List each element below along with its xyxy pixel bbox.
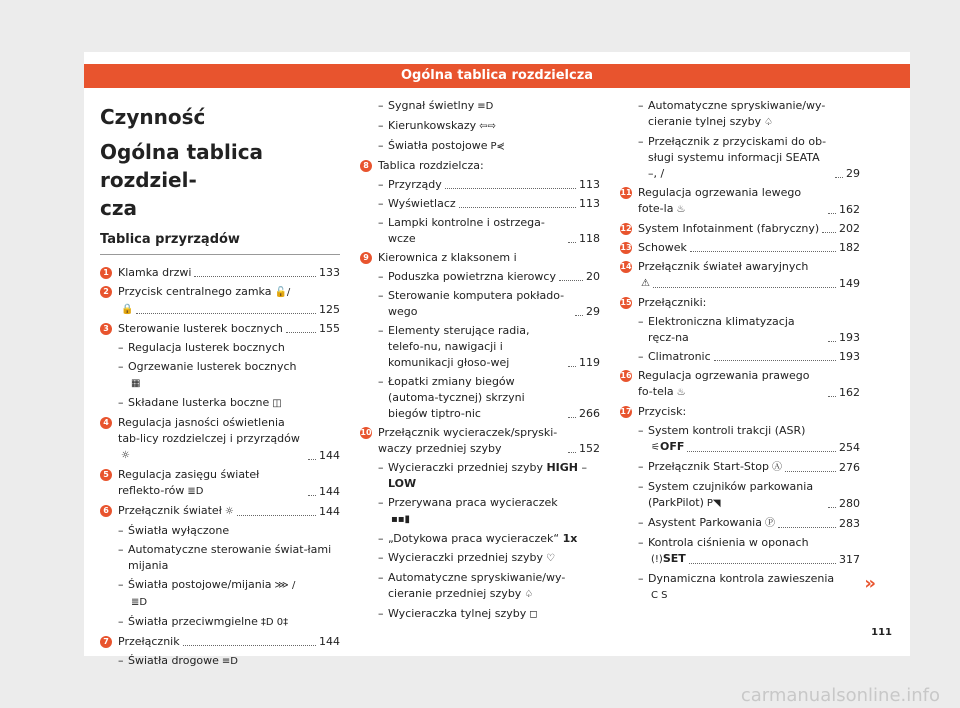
tyre-pressure-icon: (!) [651, 554, 663, 565]
sub-item: – Przerywana praca wycieraczek ▪▪▮ [360, 495, 600, 528]
hazard-icon: ⚠ [641, 278, 650, 289]
page-ref[interactable]: 125 [319, 303, 340, 316]
item-number: 4 [100, 417, 112, 429]
page-ref[interactable]: 113 [579, 197, 600, 210]
list-item: 15 Przełączniki: [620, 296, 707, 309]
sub-item: – Światła drogowe ≡D [100, 653, 340, 670]
list-item: 2 Przycisk centralnego zamka 🔓/ 🔒 125 [100, 284, 340, 318]
page-ref[interactable]: 119 [579, 356, 600, 369]
page-ref[interactable]: 20 [586, 270, 600, 283]
page-ref[interactable]: 280 [839, 497, 860, 510]
list-item: 4 Regulacja jasności oświetlenia tab-licy rozdzielczej i przyrządów☼ 144 [100, 415, 340, 464]
headlight-range-icon: ≣D [187, 486, 204, 497]
start-stop-icon: Ⓐ [771, 462, 782, 473]
page-ref[interactable]: 118 [579, 232, 600, 245]
parking-light-icon: ⋙ / [274, 580, 296, 591]
page-ref[interactable]: 202 [839, 222, 860, 235]
light-switch-icon: ☼ [224, 506, 234, 517]
sub-item: – Przyrządy 113 [378, 178, 600, 191]
page-ref[interactable]: 29 [846, 167, 860, 180]
sub-item: – Poduszka powietrzna kierowcy 20 [378, 270, 600, 283]
item-number: 8 [360, 160, 372, 172]
item-number: 3 [100, 323, 112, 335]
sub-item: – System kontroli trakcji (ASR) ⚟OFF 254 [638, 424, 860, 454]
park-assist-icon: Ⓟ [764, 518, 775, 529]
sub-item: – „Dotykowa praca wycieraczek“ 1x [378, 532, 578, 545]
item-number: 13 [620, 243, 632, 252]
item-number: 15 [620, 298, 632, 307]
dcc-icon: C S [651, 590, 668, 601]
page-ref[interactable]: 152 [579, 442, 600, 455]
seat-heat-icon: ♨ [676, 387, 686, 398]
sub-item: – System czujników parkowania (ParkPilot) P◥ 280 [638, 480, 860, 510]
fog-light-icon: ‡D 0‡ [260, 617, 289, 628]
lock-icon: 🔒 [121, 304, 134, 315]
page-ref[interactable]: 162 [839, 386, 860, 399]
page-ref[interactable]: 144 [319, 635, 340, 648]
list-item: 13 Schowek 182 [620, 241, 860, 254]
item-number: 2 [100, 286, 112, 298]
page-ref[interactable]: 283 [839, 517, 860, 530]
1x-label: 1x [562, 532, 578, 545]
sub-item: – Climatronic 193 [638, 350, 860, 363]
subsection-title: Tablica przyrządów [100, 230, 340, 255]
list-item: 3 Sterowanie lusterek bocznych 155 [100, 321, 340, 337]
item-number: 9 [360, 252, 372, 264]
sub-item: – Wycieraczki przedniej szyby HIGH – LOW [378, 461, 588, 490]
sub-item: – Wycieraczka tylnej szyby ◻ [360, 606, 600, 623]
sub-item: – Asystent Parkowania Ⓟ 283 [638, 516, 860, 530]
section-title: Ogólna tablica rozdziel- cza [100, 140, 264, 220]
sub-item: – Wycieraczki przedniej szyby ♡ [360, 550, 600, 567]
page-ref[interactable]: 144 [319, 449, 340, 462]
page-header: Ogólna tablica rozdzielcza [84, 64, 910, 88]
page-ref[interactable]: 162 [839, 203, 860, 216]
page-ref[interactable]: 266 [579, 407, 600, 420]
list-item: 17 Przycisk: [620, 405, 687, 418]
sub-item: – Automatyczne spryskiwanie/wy-cieranie tylnej szyby ♤ [620, 98, 860, 131]
sub-item: – Światła postojowe P⋞ [360, 138, 600, 155]
low-label: LOW [388, 477, 417, 490]
sub-item: – Składane lusterka boczne ◫ [100, 395, 340, 412]
page-ref[interactable]: 144 [319, 505, 340, 518]
watermark: carmanualsonline.info [740, 685, 940, 706]
item-number: 6 [100, 505, 112, 517]
asr-off-label: OFF [659, 440, 685, 453]
item-number: 12 [620, 224, 632, 233]
high-beam-icon: ≡D [221, 656, 239, 667]
page-ref[interactable]: 193 [839, 350, 860, 363]
sub-item: – Dynamiczna kontrola zawieszenia C S [620, 571, 860, 604]
item-number: 5 [100, 469, 112, 481]
sub-item: – Regulacja lusterek bocznych [118, 341, 285, 354]
sub-item: – Elektroniczna klimatyzacja ręcz-na 193 [638, 315, 860, 344]
list-item: 7 Przełącznik 144 [100, 634, 340, 650]
highbeam-label: HIGH [546, 461, 579, 474]
chapter-title: Czynność [100, 105, 206, 129]
list-item: 1 Klamka drzwi 133 [100, 265, 340, 281]
sub-item: – Kierunkowskazy ⇦⇨ [360, 118, 600, 135]
page-ref[interactable]: 182 [839, 241, 860, 254]
continue-mark: » [864, 573, 876, 594]
low-beam-icon: ≣D [131, 597, 148, 608]
wiper-interval-icon: ▪▪▮ [391, 514, 411, 525]
item-number: 1 [100, 267, 112, 279]
page-ref[interactable]: 276 [839, 461, 860, 474]
list-item: 10 Przełącznik wycieraczek/spryski-waczy przedniej szyby 152 [360, 426, 600, 455]
sub-item: – Sygnał świetlny ≡D [360, 98, 600, 115]
item-number: 10 [360, 428, 372, 437]
list-item: 5 Regulacja zasięgu świateł reflekto-rów ≣D 144 [100, 467, 340, 500]
list-item: 6 Przełącznik świateł ☼ 144 [100, 503, 340, 520]
page-ref[interactable]: 29 [586, 305, 600, 318]
parking-light-icon: P⋞ [490, 141, 505, 152]
mirror-heat-icon: ▦ [131, 378, 141, 389]
page-number: 111 [871, 627, 892, 638]
sub-item: – Ogrzewanie lusterek bocznych ▦ [100, 359, 340, 392]
seat-heat-icon: ♨ [676, 204, 686, 215]
page-ref[interactable]: 155 [319, 322, 340, 335]
dimmer-icon: ☼ [121, 450, 130, 461]
mirror-fold-icon: ◫ [272, 398, 282, 409]
sub-item: – Wyświetlacz 113 [378, 197, 600, 210]
sub-item: – Kontrola ciśnienia w oponach (!)SET 317 [638, 536, 860, 566]
set-label: SET [662, 552, 686, 565]
sub-item: – Łopatki zmiany biegów (automa-tycznej) skrzyni biegów tiptro-nic 266 [378, 375, 600, 420]
wiper-icon: ♡ [545, 553, 555, 564]
page-ref[interactable]: 113 [579, 178, 600, 191]
sub-item: – Przełącznik z przyciskami do ob-sługi systemu informacji SEATA –, / 29 [638, 135, 860, 180]
lock-icon: 🔓/ [274, 287, 291, 298]
parking-sensor-icon: P◥ [706, 498, 721, 509]
list-item: 8 Tablica rozdzielcza: [360, 158, 600, 174]
sub-item: – Światła przeciwmgielne ‡D 0‡ [100, 614, 340, 631]
page-ref[interactable]: 317 [839, 553, 860, 566]
page-ref[interactable]: 149 [839, 277, 860, 290]
rear-washer-icon: ♤ [764, 117, 774, 128]
manual-page [84, 52, 910, 667]
item-number: 16 [620, 371, 632, 380]
list-item: 12 System Infotainment (fabryczny) 202 [620, 222, 860, 235]
list-item: 14 Przełącznik świateł awaryjnych ⚠ 149 [620, 260, 860, 290]
item-number: 7 [100, 636, 112, 648]
list-item: 16 Regulacja ogrzewania prawego fo-tela ♨ 162 [620, 369, 860, 399]
list-item: 9 Kierownica z klaksonem i [360, 250, 600, 266]
page-ref[interactable]: 254 [839, 441, 860, 454]
page-ref[interactable]: 193 [839, 331, 860, 344]
sub-item: – Elementy sterujące radia, telefo-nu, nawigacji i komunikacji głoso-wej 119 [378, 324, 600, 369]
sub-item: – Automatyczne sterowanie świat-łami mijania [118, 543, 332, 572]
sub-item: – Światła wyłączone [118, 524, 230, 537]
asr-icon: ⚟ [651, 442, 660, 453]
page-ref[interactable]: 133 [319, 266, 340, 279]
sub-item: – Lampki kontrolne i ostrzega-wcze 118 [378, 216, 600, 245]
sub-item: – Sterowanie komputera pokłado-wego 29 [378, 289, 600, 318]
rear-wiper-icon: ◻ [529, 609, 538, 620]
sub-item: – Przełącznik Start-Stop Ⓐ 276 [638, 460, 860, 474]
indicator-icon: ⇦⇨ [479, 121, 496, 132]
list-item: 11 Regulacja ogrzewania lewego fote-la ♨ 162 [620, 186, 860, 216]
sub-item: – Światła postojowe/mijania ⋙ / ≣D [100, 577, 340, 611]
item-number: 11 [620, 188, 632, 197]
column-1 [100, 98, 340, 673]
column-2 [360, 98, 600, 626]
flash-icon: ≡D [477, 101, 494, 112]
washer-icon: ♤ [524, 589, 534, 600]
item-number: 17 [620, 407, 632, 416]
page-ref[interactable]: 144 [319, 485, 340, 498]
sub-item: – Automatyczne spryskiwanie/wy-cieranie przedniej szyby ♤ [360, 570, 600, 603]
column-3 [620, 98, 860, 607]
item-number: 14 [620, 262, 632, 271]
